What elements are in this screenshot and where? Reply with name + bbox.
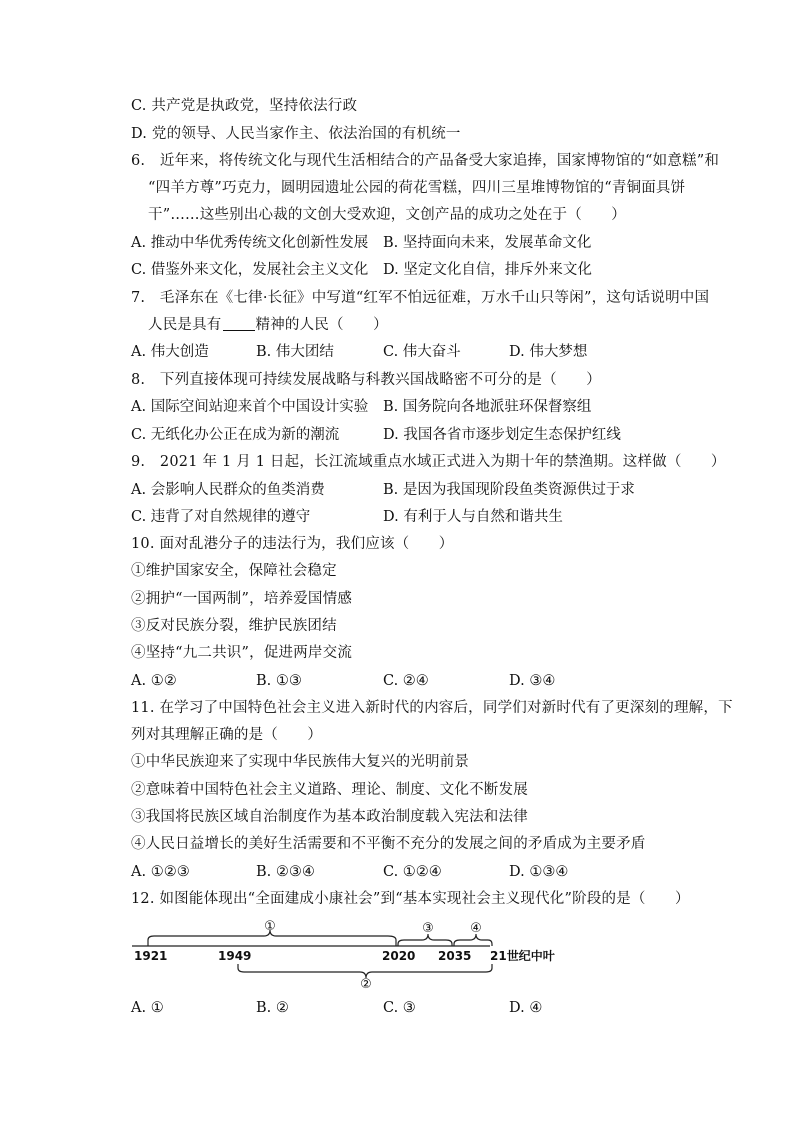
q11-stem-line2: 列对其理解正确的是（ ） bbox=[131, 727, 323, 743]
q6-stem-line1: 6. 近年来，将传统文化与现代生活相结合的产品备受大家追捧，国家博物馆的“如意糕”和 bbox=[131, 153, 720, 169]
q11-statement-3: ③我国将民族区域自治制度作为基本政治制度载入宪法和法律 bbox=[131, 809, 528, 825]
year-2020: 2020 bbox=[382, 949, 416, 963]
q9-option-d: D. 有利于人与自然和谐共生 bbox=[383, 509, 563, 525]
year-1921: 1921 bbox=[134, 949, 168, 963]
q12-option-d: D. ④ bbox=[509, 1000, 543, 1016]
q6-option-b: B. 坚持面向未来，发展革命文化 bbox=[383, 235, 592, 251]
q7-option-b: B. 伟大团结 bbox=[256, 344, 334, 360]
q11-option-b: B. ②③④ bbox=[256, 864, 315, 880]
prev-option-d: D. 党的领导、人民当家作主、依法治国的有机统一 bbox=[131, 126, 461, 142]
marker-1: ① bbox=[264, 919, 276, 934]
q6-option-d: D. 坚定文化自信，排斥外来文化 bbox=[383, 262, 592, 278]
q7-answer-blank bbox=[223, 316, 255, 331]
q7-option-d: D. 伟大梦想 bbox=[509, 344, 588, 360]
q10-statement-4: ④坚持“九二共识”，促进两岸交流 bbox=[131, 645, 353, 661]
q11-option-d: D. ①③④ bbox=[509, 864, 569, 880]
q11-statement-1: ①中华民族迎来了实现中华民族伟大复兴的光明前景 bbox=[131, 754, 470, 770]
q7-stem-line2-part2: 精神的人民（ ） bbox=[255, 317, 388, 333]
year-mid-century: 21世纪中叶 bbox=[490, 949, 555, 963]
q12-stem-line1: 12. 如图能体现出“全面建成小康社会”到“基本实现社会主义现代化”阶段的是（ ） bbox=[131, 891, 690, 907]
q10-option-c: C. ②④ bbox=[383, 673, 429, 689]
q8-option-d: D. 我国各省市逐步划定生态保护红线 bbox=[383, 427, 621, 443]
q10-statement-2: ②拥护“一国两制”，培养爱国情感 bbox=[131, 591, 353, 607]
q12-option-b: B. ② bbox=[256, 1000, 289, 1016]
q8-option-b: B. 国务院向各地派驻环保督察组 bbox=[383, 399, 592, 415]
q11-option-c: C. ①②④ bbox=[383, 864, 442, 880]
brace-2 bbox=[238, 964, 492, 978]
q8-option-a: A. 国际空间站迎来首个中国设计实验 bbox=[131, 399, 369, 415]
q9-option-c: C. 违背了对自然规律的遵守 bbox=[131, 509, 311, 525]
q7-option-c: C. 伟大奋斗 bbox=[383, 344, 461, 360]
q8-stem-line1: 8. 下列直接体现可持续发展战略与科教兴国战略密不可分的是（ ） bbox=[131, 372, 601, 388]
q10-statement-1: ①维护国家安全，保障社会稳定 bbox=[131, 563, 337, 579]
q9-option-a: A. 会影响人民群众的鱼类消费 bbox=[131, 482, 325, 498]
q6-option-c: C. 借鉴外来文化，发展社会主义文化 bbox=[131, 262, 369, 278]
q10-stem-line1: 10. 面对乱港分子的违法行为，我们应该（ ） bbox=[131, 536, 454, 552]
q7-stem-line2-part1: 人民是具有 bbox=[148, 317, 222, 333]
q11-option-a: A. ①②③ bbox=[131, 864, 190, 880]
q9-stem-line1: 9. 2021 年 1 月 1 日起，长江流域重点水域正式进入为期十年的禁渔期。这样做（ ） bbox=[131, 454, 726, 470]
q12-option-a: A. ① bbox=[131, 1000, 164, 1016]
q11-statement-4: ④人民日益增长的美好生活需要和不平衡不充分的发展之间的矛盾成为主要矛盾 bbox=[131, 836, 646, 852]
q6-stem-line2: “四羊方尊”巧克力，圆明园遗址公园的荷花雪糕，四川三星堆博物馆的“青铜面具饼 bbox=[148, 180, 686, 196]
marker-2: ② bbox=[360, 977, 372, 992]
marker-4: ④ bbox=[470, 921, 482, 936]
q8-option-c: C. 无纸化办公正在成为新的潮流 bbox=[131, 427, 340, 443]
q12-timeline-diagram bbox=[128, 918, 598, 992]
q9-option-b: B. 是因为我国现阶段鱼类资源供过于求 bbox=[383, 482, 635, 498]
q11-statement-2: ②意味着中国特色社会主义道路、理论、制度、文化不断发展 bbox=[131, 782, 528, 798]
year-1949: 1949 bbox=[218, 949, 252, 963]
q10-statement-3: ③反对民族分裂，维护民族团结 bbox=[131, 618, 337, 634]
q10-option-b: B. ①③ bbox=[256, 673, 302, 689]
q11-stem-line1: 11. 在学习了中国特色社会主义进入新时代的内容后，同学们对新时代有了更深刻的理解，下 bbox=[131, 700, 733, 716]
q10-option-a: A. ①② bbox=[131, 673, 177, 689]
marker-3: ③ bbox=[422, 921, 434, 936]
year-2035: 2035 bbox=[438, 949, 472, 963]
q6-option-a: A. 推动中华优秀传统文化创新性发展 bbox=[131, 235, 369, 251]
q7-stem-line1: 7. 毛泽东在《七律·长征》中写道“红军不怕远征难，万水千山只等闲”，这句话说明中国 bbox=[131, 290, 710, 306]
q10-option-d: D. ③④ bbox=[509, 673, 556, 689]
q7-stem-line2 bbox=[148, 315, 388, 335]
q12-option-c: C. ③ bbox=[383, 1000, 416, 1016]
q7-option-a: A. 伟大创造 bbox=[131, 344, 209, 360]
q6-stem-line3: 干”……这些别出心裁的文创大受欢迎，文创产品的成功之处在于（ ） bbox=[148, 207, 627, 223]
prev-option-c: C. 共产党是执政党，坚持依法行政 bbox=[131, 98, 358, 114]
